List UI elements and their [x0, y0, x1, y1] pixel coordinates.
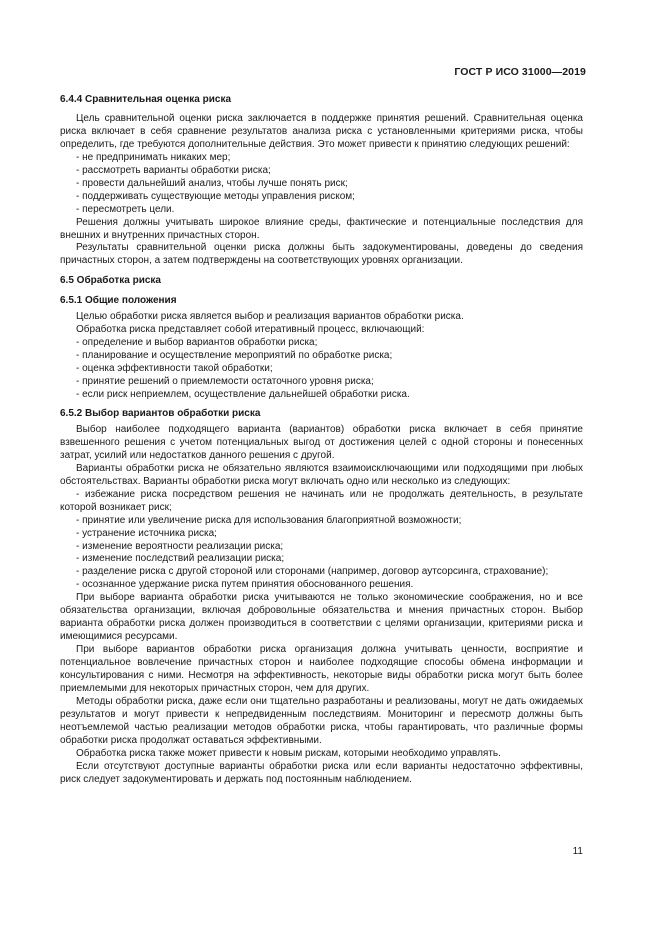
list-item: - принятие или увеличение риска для использования благоприятной возможности;	[76, 514, 462, 526]
section-heading-6-5: 6.5 Обработка риска	[60, 275, 161, 287]
section-heading-6-5-2: 6.5.2 Выбор вариантов обработки риска	[60, 407, 261, 419]
paragraph: Целью обработки риска является выбор и реализация вариантов обработки риска.	[76, 311, 464, 323]
list-item: - изменение вероятности реализации риска;	[76, 540, 284, 552]
paragraph: Цель сравнительной оценки риска заключается в поддержке принятия решений. Сравнительная оценка риска включает в себя сравнение результатов анализа риска с установленными критериями риска, чтобы определить, где требуются дополнительные действия. Это может привести к принятию следующих решений:	[60, 112, 583, 150]
document-code-header: ГОСТ Р ИСО 31000—2019	[454, 66, 586, 78]
list-item: - провести дальнейший анализ, чтобы лучше понять риск;	[76, 177, 348, 189]
paragraph: Обработка риска представляет собой итеративный процесс, включающий:	[76, 324, 425, 336]
paragraph: Если отсутствуют доступные варианты обработки риска или если варианты недостаточно эффективны, риск следует задокументировать и держать под постоянным наблюдением.	[60, 760, 583, 785]
section-heading-6-4-4: 6.4.4 Сравнительная оценка риска	[60, 94, 232, 105]
list-item: - пересмотреть цели.	[76, 203, 175, 215]
list-item: - определение и выбор вариантов обработки риска;	[76, 337, 318, 349]
paragraph: Варианты обработки риска не обязательно являются взаимоисключающими или подходящими при любых обстоятельствах. Варианты обработки риска могут включать одно или несколько из следующих:	[60, 462, 583, 487]
list-item: - не предпринимать никаких мер;	[76, 151, 231, 163]
page-number: 11	[572, 846, 583, 857]
list-item: - разделение риска с другой стороной или сторонами (например, договор аутсорсинга, страхование);	[76, 566, 549, 578]
list-item: - оценка эффективности такой обработки;	[76, 363, 273, 375]
paragraph: Результаты сравнительной оценки риска должны быть задокументированы, доведены до сведения причастных сторон, а затем подтверждены на соответствующих уровнях организации.	[60, 242, 583, 267]
list-item: - осознанное удержание риска путем принятия обоснованного решения.	[76, 579, 414, 591]
paragraph: Методы обработки риска, даже если они тщательно разработаны и реализованы, могут не дать ожидаемых результатов и могут привести к непредвиденным последствиям. Мониторинг и пересмотр должны быть неотъемлемой частью реализации методов обработки риска, чтобы гарантировать, что различные формы обработки риска продолжат оставаться эффективными.	[60, 695, 583, 746]
list-item: - изменение последствий реализации риска;	[76, 553, 285, 565]
paragraph: При выборе варианта обработки риска учитываются не только экономические соображения, но и все обязательства организации, включая добровольные обязательства и мнения причастных сторон. Выбор варианта обработки риска должен производиться в соответствии с целями организации, критериями риска и имеющимися ресурсами.	[60, 592, 583, 643]
paragraph: Обработка риска также может привести к новым рискам, которыми необходимо управлять.	[76, 747, 501, 759]
list-item: - рассмотреть варианты обработки риска;	[76, 164, 271, 176]
paragraph: При выборе вариантов обработки риска организация должна учитывать ценности, восприятие и потенциальное вовлечение причастных сторон и наиболее подходящие способы обмена информации и консультирования с ними. Несмотря на эффективность, некоторые виды обработки риска могут быть более приемлемыми для некоторых причастных сторон, чем для других.	[60, 644, 583, 694]
list-item: - принятие решений о приемлемости остаточного уровня риска;	[76, 376, 374, 388]
paragraph: Решения должны учитывать широкое влияние среды, фактические и потенциальные последствия для внешних и внутренних причастных сторон.	[60, 216, 583, 241]
paragraph: Выбор наиболее подходящего варианта (вариантов) обработки риска включает в себя принятие взвешенного решения с учетом потенциальных выгод от достижения целей с одной стороны и понесенных затрат, усилий или недостатков данного решения с другой.	[60, 423, 583, 461]
list-item: - планирование и осуществление мероприятий по обработке риска;	[76, 350, 393, 362]
page-content	[60, 94, 583, 787]
list-item: - избежание риска посредством решения не начинать или не продолжать деятельность, в результате которой возникает риск;	[60, 488, 583, 513]
list-item: - поддерживать существующие методы управления риском;	[76, 190, 355, 202]
section-heading-6-5-1: 6.5.1 Общие положения	[60, 295, 177, 307]
list-item: - устранение источника риска;	[76, 527, 217, 539]
list-item: - если риск неприемлем, осуществление дальнейшей обработки риска.	[76, 389, 410, 401]
